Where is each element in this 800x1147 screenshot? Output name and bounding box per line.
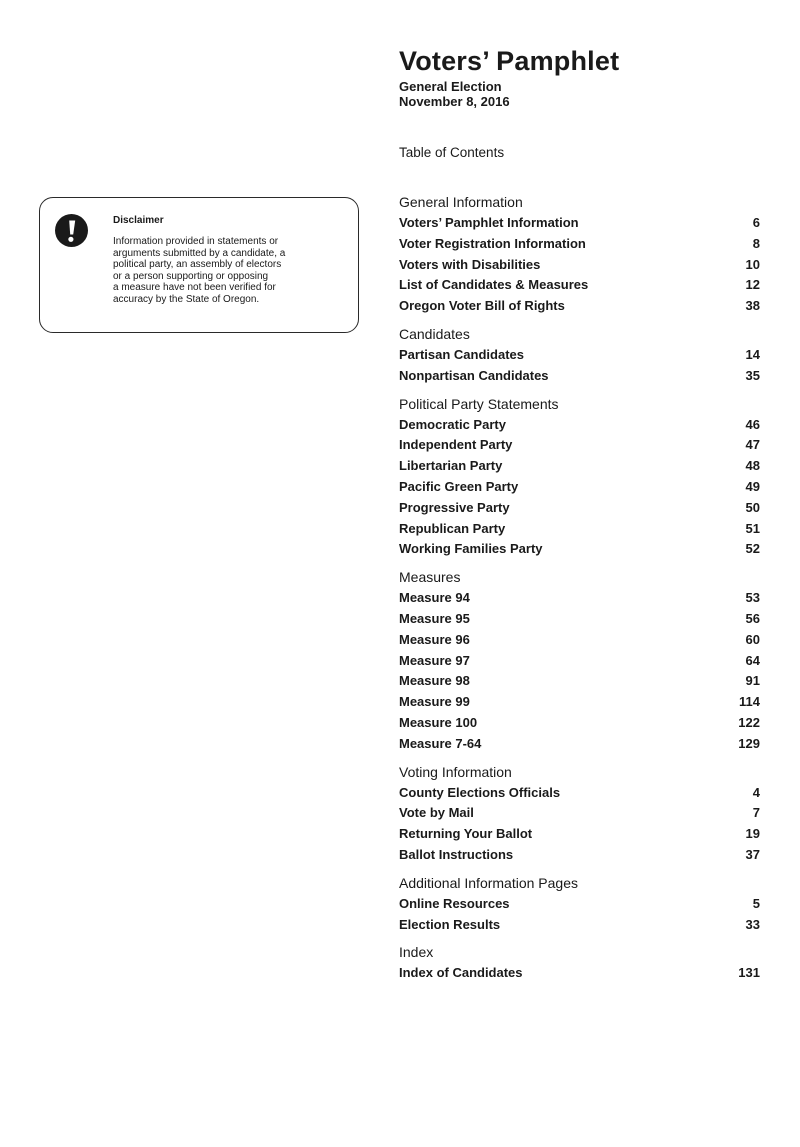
toc-entry-label: Oregon Voter Bill of Rights [399, 298, 565, 314]
toc-entry[interactable] [399, 275, 760, 296]
toc-entry-label: Democratic Party [399, 416, 506, 432]
toc-section-title: Additional Information Pages [399, 874, 578, 891]
toc-entry[interactable] [399, 255, 760, 276]
toc-entry-page-number: 114 [739, 694, 760, 710]
toc-entry-page-number: 38 [745, 298, 760, 314]
toc-entry-label: Measure 97 [399, 652, 470, 668]
toc-entry[interactable] [399, 915, 760, 936]
page-title: Voters’ Pamphlet [399, 46, 620, 76]
toc-entry-page-number: 19 [745, 826, 760, 842]
toc-entry-page-number: 122 [738, 714, 760, 730]
toc-entry-page-number: 56 [745, 610, 760, 626]
toc-entry-label: Nonpartisan Candidates [399, 367, 549, 383]
toc-entry-page-number: 6 [752, 215, 760, 230]
toc-entry-page-number: 51 [745, 520, 760, 536]
toc-entry-page-number: 131 [738, 965, 760, 981]
toc-entry-page-number: 47 [745, 437, 760, 453]
toc-entry-page-number: 49 [745, 478, 760, 494]
toc-section [399, 325, 760, 387]
toc-entry-label: Measure 96 [399, 631, 470, 647]
toc-entry-page-number: 91 [745, 673, 760, 689]
toc-entry-page-number: 35 [745, 367, 760, 383]
toc-entry[interactable] [399, 824, 760, 845]
toc-entry-label: Pacific Green Party [399, 478, 519, 494]
toc-entry[interactable] [399, 609, 760, 630]
toc-section [399, 193, 760, 317]
toc-entry-page-number: 10 [745, 256, 760, 272]
toc-entry-page-number: 48 [745, 458, 760, 474]
toc-entry-page-number: 33 [745, 916, 760, 932]
toc-entry-page-number: 8 [752, 235, 760, 251]
toc-entry[interactable] [399, 366, 760, 387]
disclaimer-text [113, 236, 348, 306]
disclaimer-box [39, 197, 359, 333]
election-name: General Election [399, 79, 502, 94]
toc-entry-label: Ballot Instructions [399, 846, 514, 862]
pamphlet-header [399, 46, 619, 109]
toc-section-title: General Information [399, 194, 523, 210]
toc-entry[interactable] [399, 845, 760, 866]
toc-entry[interactable] [399, 783, 760, 804]
toc-entry[interactable] [399, 671, 760, 692]
exclamation-icon [55, 214, 88, 247]
toc-entry-label: Libertarian Party [399, 458, 503, 474]
toc-entry-label: Independent Party [399, 437, 513, 453]
toc-entry-label: Measure 94 [399, 590, 470, 606]
toc-section [399, 568, 760, 754]
toc-entry-page-number: 12 [745, 277, 760, 293]
disclaimer-title: Disclaimer [113, 215, 164, 226]
toc-entry[interactable] [399, 477, 760, 498]
toc-entry-label: Election Results [399, 916, 501, 932]
toc-section [399, 874, 760, 936]
toc-section-title: Index [399, 944, 434, 961]
toc-section-title: Voting Information [399, 763, 512, 780]
election-date: November 8, 2016 [399, 94, 510, 109]
toc-entry-page-number: 14 [745, 346, 760, 362]
toc-section [399, 395, 760, 561]
toc-entry[interactable] [399, 234, 760, 255]
toc-section-title: Measures [399, 569, 461, 586]
toc-entry-label: Progressive Party [399, 499, 510, 515]
toc-entry-label: Measure 7-64 [399, 735, 482, 751]
toc-entry[interactable] [399, 630, 760, 651]
toc-entry[interactable] [399, 519, 760, 540]
toc-entry-label: Returning Your Ballot [399, 826, 533, 842]
toc-entry-label: Measure 98 [399, 673, 470, 689]
toc-entry[interactable] [399, 213, 760, 234]
toc-entry[interactable] [399, 651, 760, 672]
toc-section-title: Political Party Statements [399, 395, 559, 412]
toc-entry-label: Measure 95 [399, 610, 470, 626]
toc-entry-page-number: 50 [745, 499, 760, 515]
toc-entry-label: Measure 99 [399, 694, 470, 710]
disclaimer-line: political party, an assembly of electors [113, 259, 282, 271]
toc-heading: Table of Contents [399, 145, 505, 160]
toc-entry[interactable] [399, 713, 760, 734]
table-of-contents [399, 193, 760, 992]
toc-entry-label: Measure 100 [399, 714, 478, 730]
toc-entry-label: Voters with Disabilities [399, 256, 541, 272]
toc-entry[interactable] [399, 803, 760, 824]
toc-entry-page-number: 4 [752, 784, 760, 800]
toc-entry-label: Vote by Mail [399, 805, 474, 821]
toc-entry[interactable] [399, 539, 760, 560]
toc-entry-label: Working Families Party [399, 541, 543, 557]
toc-entry[interactable] [399, 894, 760, 915]
toc-entry-label: Voter Registration Information [399, 235, 586, 251]
toc-entry-page-number: 64 [745, 652, 760, 668]
disclaimer-line: a measure have not been verified for [113, 282, 276, 294]
disclaimer-line: Information provided in statements or [113, 236, 279, 247]
toc-entry[interactable] [399, 963, 760, 984]
toc-section [399, 943, 760, 984]
toc-entry-label: List of Candidates & Measures [399, 277, 589, 293]
toc-entry-label: Republican Party [399, 520, 506, 536]
toc-entry[interactable] [399, 588, 760, 609]
toc-entry[interactable] [399, 345, 760, 366]
toc-entry-page-number: 53 [745, 590, 760, 606]
toc-entry-page-number: 129 [738, 735, 760, 751]
toc-entry-page-number: 52 [745, 541, 760, 557]
toc-entry[interactable] [399, 415, 760, 436]
toc-entry-label: Voters’ Pamphlet Information [399, 215, 579, 230]
toc-section [399, 763, 760, 866]
toc-entry-label: Online Resources [399, 895, 510, 911]
toc-entry[interactable] [399, 498, 760, 519]
toc-entry-page-number: 60 [745, 631, 760, 647]
toc-entry-page-number: 37 [745, 846, 760, 862]
toc-entry-label: County Elections Officials [399, 784, 561, 800]
toc-entry-label: Index of Candidates [399, 965, 523, 981]
toc-entry[interactable] [399, 296, 760, 317]
toc-entry[interactable] [399, 435, 760, 456]
disclaimer-line: arguments submitted by a candidate, a [113, 247, 286, 259]
disclaimer-line: accuracy by the State of Oregon. [113, 293, 260, 305]
toc-entry-page-number: 7 [752, 805, 760, 821]
toc-entry-label: Partisan Candidates [399, 346, 524, 362]
toc-entry-page-number: 5 [752, 895, 760, 911]
disclaimer-line: or a person supporting or opposing [113, 270, 269, 282]
toc-section-title: Candidates [399, 325, 470, 342]
toc-entry[interactable] [399, 456, 760, 477]
toc-entry-page-number: 46 [745, 416, 760, 432]
toc-entry[interactable] [399, 734, 760, 755]
toc-entry[interactable] [399, 692, 760, 713]
